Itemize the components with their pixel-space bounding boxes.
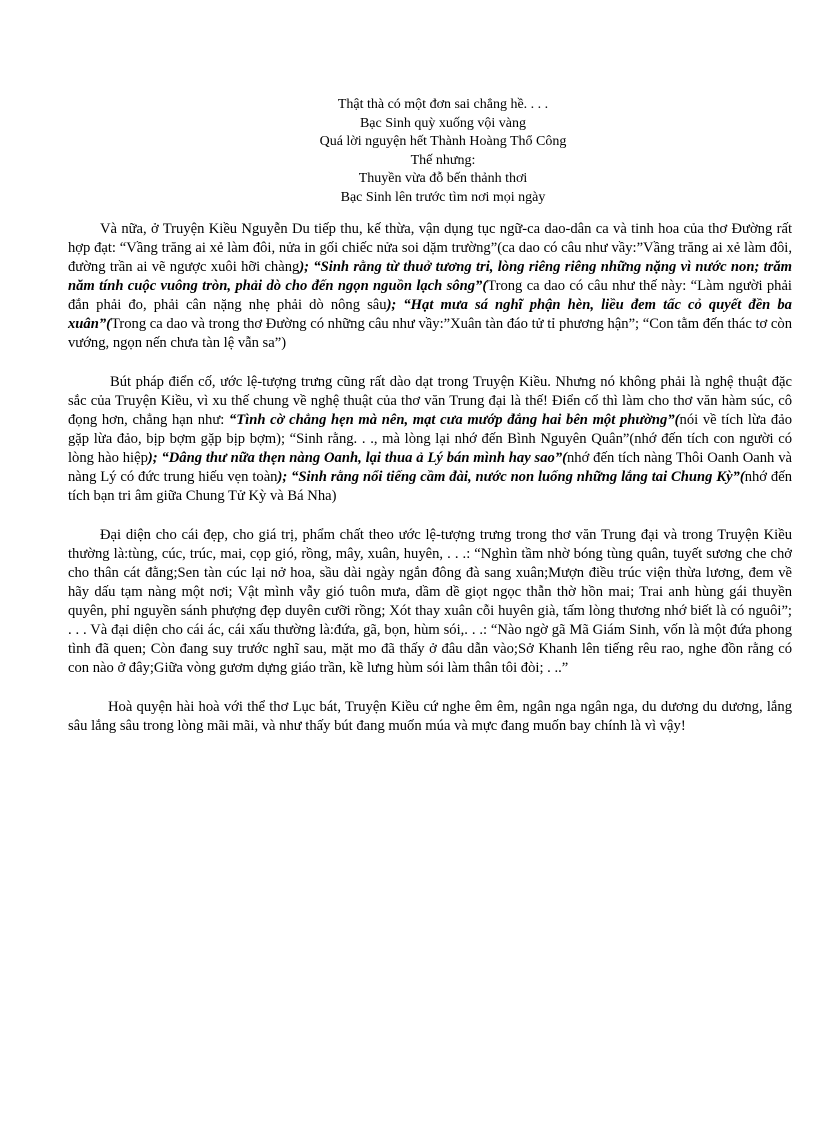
- paragraph-symbolism: [68, 526, 792, 678]
- quote-emphasis: “Tình cờ chẳng hẹn mà nên, mạt cưa mướp đắng hai bên một phường”(: [228, 411, 680, 428]
- poem-line: Thuyền vừa đỗ bến thảnh thơi: [358, 171, 528, 187]
- paragraph-allusion: [68, 373, 792, 506]
- poem-line: Thế nhưng:: [410, 152, 476, 168]
- paragraph-text: Và nữa, ở Truyện Kiều Nguyễn Du tiếp thu, kế thừa, vận dụng tục ngữ-ca dao-dân ca và tinh hoa của thơ Đường rất hợp đạt: “Vầng trăng ai xẻ làm đôi, nửa in gối chiếc nửa soi dặm trường”(ca dao có câu như vầy:”Vầng trăng ai xẻ làm đôi, đường trần ai vẽ ngược xuôi hỡi chàng: [68, 220, 792, 275]
- poem-line: Bạc Sinh quỳ xuống vội vàng: [359, 115, 527, 131]
- poem-excerpt: [68, 96, 792, 208]
- quote-emphasis: ); “Dâng thư nữa thẹn nàng Oanh, lại thua ả Lý bán mình hay sao”(: [147, 449, 567, 466]
- quote-emphasis: ); “Hạt mưa sá nghĩ phận hèn, liều đem tấc cỏ quyết đền ba xuân”(: [68, 296, 792, 332]
- poem-line: Thật thà có một đơn sai chẳng hề. . . .: [337, 97, 549, 112]
- paragraph-harmony: [68, 698, 792, 736]
- quote-emphasis: ); “Sinh rằng từ thuở tương tri, lòng riêng riêng những nặng vì nước non; trăm năm tính cuộc vuông tròn, phải dò cho đến ngọn nguồn lạch sông”(: [68, 258, 793, 294]
- paragraph-text: Đại diện cho cái đẹp, cho giá trị, phẩm chất theo ước lệ-tượng trưng trong thơ văn Trung đại và trong Truyện Kiều thường là:tùng, cúc, trúc, mai, cọp gió, rồng, mây, xuân, huyên, . . .: “Nghìn tầm nhờ bóng tùng quân, tuyết sương che chở cho thân cát đằng;Sen tàn cúc lại nở hoa, sầu dài ngày ngắn đông đà sang xuân;Mượn điều trúc viện thừa lương, đem về hãy dấu tạm nàng một nơi; Vật mình vẫy gió tuôn mưa, dầm dề giọt ngọc thẫn thờ hồn mai; Trai anh hùng gái thuyền quyên, phỉ nguyền sánh phượng đẹp duyên cưỡi rồng; Xót thay xuân cỗi huyên già, tấm lòng thương nhớ biết là có nguôi”; . . . Và đại diện cho cái ác, cái xấu thường là:đứa, gã, bọn, hùm sói,. . .: “Nào ngờ gã Mã Giám Sinh, vốn là một đứa phong tình đã quen; Còn đang suy trước nghĩ sau, mặt mo đã thấy ở đâu dẫn vào;Sở Khanh lên tiếng rêu rao, nghe đồn rằng có con nào ở đây;Giữa vòng gươm dựng giáo trần, kề lưng hùm sói làm thân tôi đòi; . ..”: [68, 526, 792, 676]
- paragraph-text: Trong ca dao và trong thơ Đường có những câu như vầy:”Xuân tàn đáo tử tỉ phương hận”; “Con tằm đến thác tơ còn vướng, ngọn nến chưa tàn lệ vẫn sa”): [68, 315, 792, 351]
- paragraph-text: Trong ca dao có câu như thế này: “Làm người phải đắn phải đo, phải cân nặng nhẹ phải dò nông sâu: [68, 277, 792, 313]
- paragraph-text: Bút pháp điển cố, ước lệ-tượng trưng cũng rất dào dạt trong Truyện Kiều. Nhưng nó không phải là nghệ thuật đặc sắc của Truyện Kiều, vì xu thế chung về nghệ thuật của thơ văn Trung đại là thế! Điển cố thì làm cho thơ văn hàm súc, cô đọng hơn, chẳng hạn như:: [68, 373, 792, 428]
- paragraph-text: nói về tích lừa đảo gặp lừa đảo, bịp bợm gặp bịp bợm); “Sinh rằng. . ., mà lòng lại nhớ đến Bình Nguyên Quân”(nhớ đến tích con người có lòng hào hiệp: [68, 411, 792, 466]
- paragraph-text: Hoà quyện hài hoà với thể thơ Lục bát, Truyện Kiều cứ nghe êm êm, ngân nga ngân nga, du dương du dương, lắng sâu lắng sâu trong lòng mãi mãi, và như thấy bút đang muốn múa và mực đang muốn bay chính là vì vậy!: [68, 698, 792, 734]
- paragraph-text: nhớ đến tích nàng Thôi Oanh Oanh và nàng Lý có đức trung hiếu vẹn toàn: [68, 449, 792, 485]
- poem-line: Quá lời nguyện hết Thành Hoàng Thổ Công: [319, 134, 567, 150]
- paragraph-text: nhớ đến tích bạn tri âm giữa Chung Tử Kỳ và Bá Nha): [68, 468, 792, 504]
- paragraph-folk-influence: [68, 220, 792, 353]
- poem-line: Bạc Sinh lên trước tìm nơi mọi ngày: [340, 189, 546, 205]
- quote-emphasis: ); “Sinh rằng nổi tiếng cầm đài, nước non luống những lắng tai Chung Kỳ”(: [277, 468, 745, 485]
